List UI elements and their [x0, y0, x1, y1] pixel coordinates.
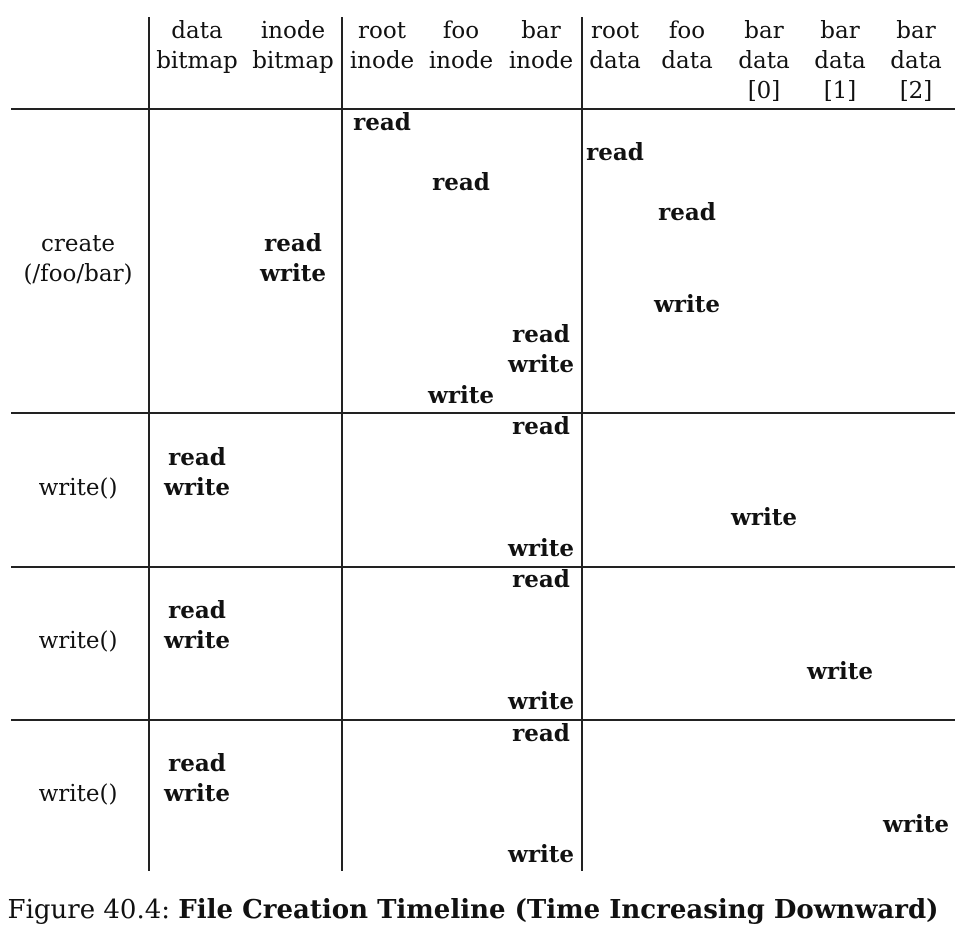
- column-header-line: data: [661, 48, 713, 74]
- group-separator: [11, 719, 955, 721]
- io-op-read: read: [168, 444, 226, 471]
- column-header-bar-data-2: [871, 16, 961, 106]
- column-header-line: inode: [260, 18, 326, 44]
- operation-label: [8, 779, 148, 809]
- column-header-line: foo: [442, 18, 480, 44]
- column-header-line: data: [171, 18, 223, 44]
- operation-label-line: create: [40, 231, 116, 257]
- io-op-write: write: [164, 627, 230, 654]
- io-op-read: read: [432, 169, 490, 196]
- operation-label-line: write(): [38, 781, 118, 807]
- column-header-line: root: [358, 18, 406, 44]
- operation-label: [8, 229, 148, 289]
- column-header-line: [0]: [747, 78, 781, 104]
- io-op-write: write: [508, 535, 574, 562]
- column-header-line: bar: [820, 18, 860, 44]
- header-rule: [11, 108, 955, 110]
- io-op-read: read: [353, 109, 411, 136]
- io-op-write: write: [508, 688, 574, 715]
- column-header-line: data: [814, 48, 866, 74]
- operation-label-line: (/foo/bar): [23, 261, 133, 287]
- column-header-line: inode: [349, 48, 415, 74]
- column-header-line: bar: [521, 18, 561, 44]
- column-header-line: inode: [428, 48, 494, 74]
- operation-label: [8, 473, 148, 503]
- column-separator: [148, 17, 150, 871]
- group-separator: [11, 412, 955, 414]
- io-op-read: read: [168, 750, 226, 777]
- operation-label-line: write(): [38, 628, 118, 654]
- column-separator: [581, 17, 583, 871]
- io-op-read: read: [512, 720, 570, 747]
- io-op-read: read: [512, 566, 570, 593]
- column-header-line: data: [890, 48, 942, 74]
- io-op-read: read: [658, 199, 716, 226]
- column-header-inode-bitmap: [248, 16, 338, 76]
- io-op-read: read: [168, 597, 226, 624]
- figure-caption: [0, 893, 946, 927]
- io-op-read: read: [264, 230, 322, 257]
- column-header-line: bitmap: [252, 48, 334, 74]
- io-op-write: write: [428, 382, 494, 409]
- io-op-write: write: [508, 841, 574, 868]
- io-op-read: read: [586, 139, 644, 166]
- io-op-write: write: [807, 658, 873, 685]
- column-header-line: bitmap: [156, 48, 238, 74]
- io-op-write: write: [164, 780, 230, 807]
- column-header-root-inode: [337, 16, 427, 76]
- operation-label-line: write(): [38, 475, 118, 501]
- io-op-write: write: [883, 811, 949, 838]
- io-op-write: write: [654, 291, 720, 318]
- column-header-line: data: [738, 48, 790, 74]
- column-header-line: foo: [668, 18, 706, 44]
- io-op-write: write: [164, 474, 230, 501]
- column-separator: [341, 17, 343, 871]
- column-header-line: [1]: [823, 78, 857, 104]
- column-header-line: root: [591, 18, 639, 44]
- caption-title: File Creation Timeline (Time Increasing Downward): [178, 895, 939, 925]
- operation-label: [8, 626, 148, 656]
- group-separator: [11, 566, 955, 568]
- io-op-read: read: [512, 321, 570, 348]
- io-op-write: write: [260, 260, 326, 287]
- column-header-line: inode: [508, 48, 574, 74]
- column-header-foo-inode: [416, 16, 506, 76]
- column-header-data-bitmap: [152, 16, 242, 76]
- io-op-read: read: [512, 413, 570, 440]
- caption-prefix: Figure 40.4:: [7, 895, 179, 925]
- column-header-line: bar: [744, 18, 784, 44]
- column-header-line: bar: [896, 18, 936, 44]
- io-op-write: write: [508, 351, 574, 378]
- column-header-line: [2]: [899, 78, 933, 104]
- column-header-line: data: [589, 48, 641, 74]
- io-op-write: write: [731, 504, 797, 531]
